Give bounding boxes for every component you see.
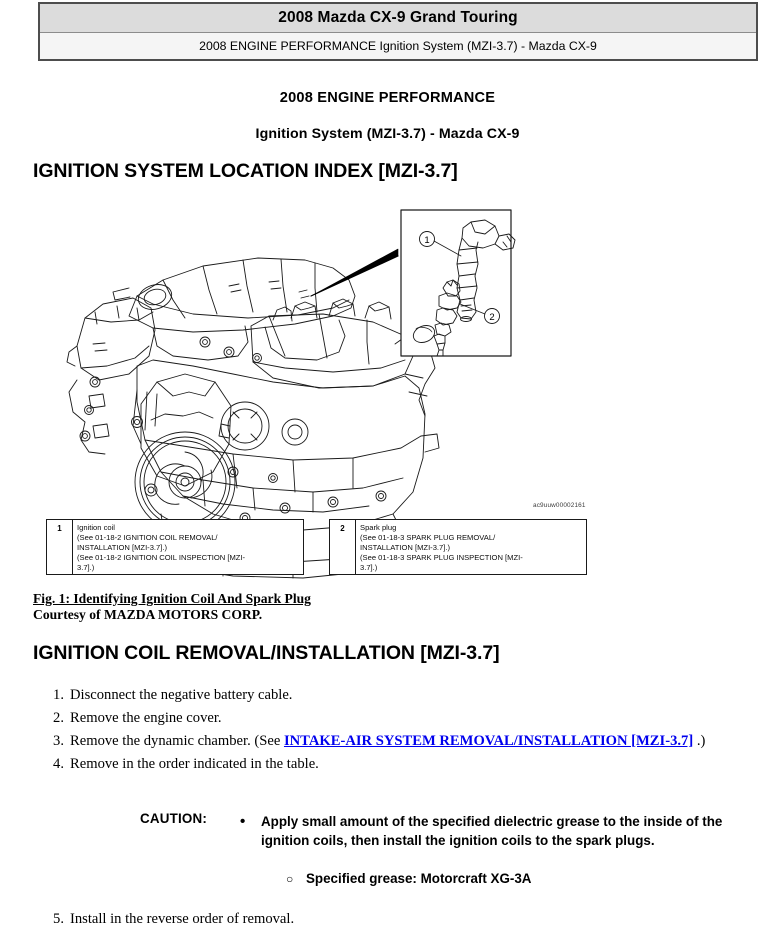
procedure-step xyxy=(36,707,752,729)
header-subtitle: 2008 ENGINE PERFORMANCE Ignition System (MZI-3.7) - Mazda CX-9 xyxy=(39,33,757,61)
section-heading-location-index: IGNITION SYSTEM LOCATION INDEX [MZI-3.7] xyxy=(33,160,458,182)
figure-caption-title: Fig. 1: Identifying Ignition Coil And Spark Plug xyxy=(33,591,311,606)
procedure-step xyxy=(36,753,752,775)
legend-item-spark-plug xyxy=(329,519,587,575)
figure-caption-courtesy: Courtesy of MAZDA MOTORS CORP. xyxy=(33,606,263,622)
step-number: 1. xyxy=(53,687,64,703)
legend-line: (See 01-18-2 IGNITION COIL INSPECTION [MZI- xyxy=(77,552,246,562)
legend-description xyxy=(356,520,586,574)
header-title: 2008 Mazda CX-9 Grand Touring xyxy=(39,3,757,33)
legend-line: Ignition coil xyxy=(77,523,115,532)
document-title-secondary: Ignition System (MZI-3.7) - Mazda CX-9 xyxy=(255,126,520,142)
caution-bullet-text: Apply small amount of the specified dielectric grease to the inside of the ignition coils, then install the ignition coils to the spark plugs. xyxy=(261,814,723,848)
caution-label: CAUTION: xyxy=(140,811,208,826)
step-text-after: .) xyxy=(693,733,706,749)
step-text: Install in the reverse order of removal. xyxy=(70,911,295,927)
step-number: 3. xyxy=(53,733,64,749)
step-number: 5. xyxy=(53,911,64,927)
figure-reference-code: ac9uuw00002161 xyxy=(533,502,586,509)
step-text-before: Remove the dynamic chamber. (See xyxy=(70,733,284,749)
step-text: Disconnect the negative battery cable. xyxy=(70,687,293,703)
legend-line: INSTALLATION [MZI-3.7].) xyxy=(77,542,168,552)
legend-line: 3.7].) xyxy=(77,562,95,572)
callout-number-2: 2 xyxy=(489,312,495,323)
step-text: Remove in the order indicated in the table. xyxy=(70,756,319,772)
procedure-list xyxy=(36,684,752,776)
document-header-table xyxy=(38,2,758,61)
legend-line: Spark plug xyxy=(360,523,397,532)
figure-caption xyxy=(33,591,311,622)
section-heading-coil-removal: IGNITION COIL REMOVAL/INSTALLATION [MZI-3.7] xyxy=(33,642,500,664)
caution-sub-item xyxy=(286,870,531,889)
legend-description xyxy=(73,520,303,574)
step-number: 2. xyxy=(53,710,64,726)
legend-line: (See 01-18-3 SPARK PLUG REMOVAL/ xyxy=(360,532,496,542)
legend-number: 2 xyxy=(330,520,356,574)
legend-item-ignition-coil xyxy=(46,519,304,575)
procedure-step xyxy=(36,684,752,706)
step-number: 4. xyxy=(53,756,64,772)
procedure-step xyxy=(36,730,752,752)
step-text: Remove the engine cover. xyxy=(70,710,222,726)
header-subtitle-row xyxy=(39,33,757,61)
bullet-point-icon: • xyxy=(240,813,246,830)
legend-line: (See 01-18-3 SPARK PLUG INSPECTION [MZI- xyxy=(360,552,523,562)
callout-number-1: 1 xyxy=(424,235,430,246)
hollow-bullet-icon: ○ xyxy=(286,872,294,886)
caution-bullet-item xyxy=(240,813,760,850)
legend-number: 1 xyxy=(47,520,73,574)
cross-reference-link-intake-air-system[interactable]: INTAKE-AIR SYSTEM REMOVAL/INSTALLATION [MZI-3.7] xyxy=(283,733,694,749)
header-title-row xyxy=(39,3,757,33)
legend-line: (See 01-18-2 IGNITION COIL REMOVAL/ xyxy=(77,532,218,542)
legend-line: INSTALLATION [MZI-3.7].) xyxy=(360,542,451,552)
legend-line: 3.7].) xyxy=(360,562,378,572)
procedure-list-continued xyxy=(36,908,752,931)
document-title-primary: 2008 ENGINE PERFORMANCE xyxy=(279,90,496,106)
procedure-step xyxy=(36,908,752,930)
caution-sub-text: Specified grease: Motorcraft XG-3A xyxy=(306,871,532,886)
